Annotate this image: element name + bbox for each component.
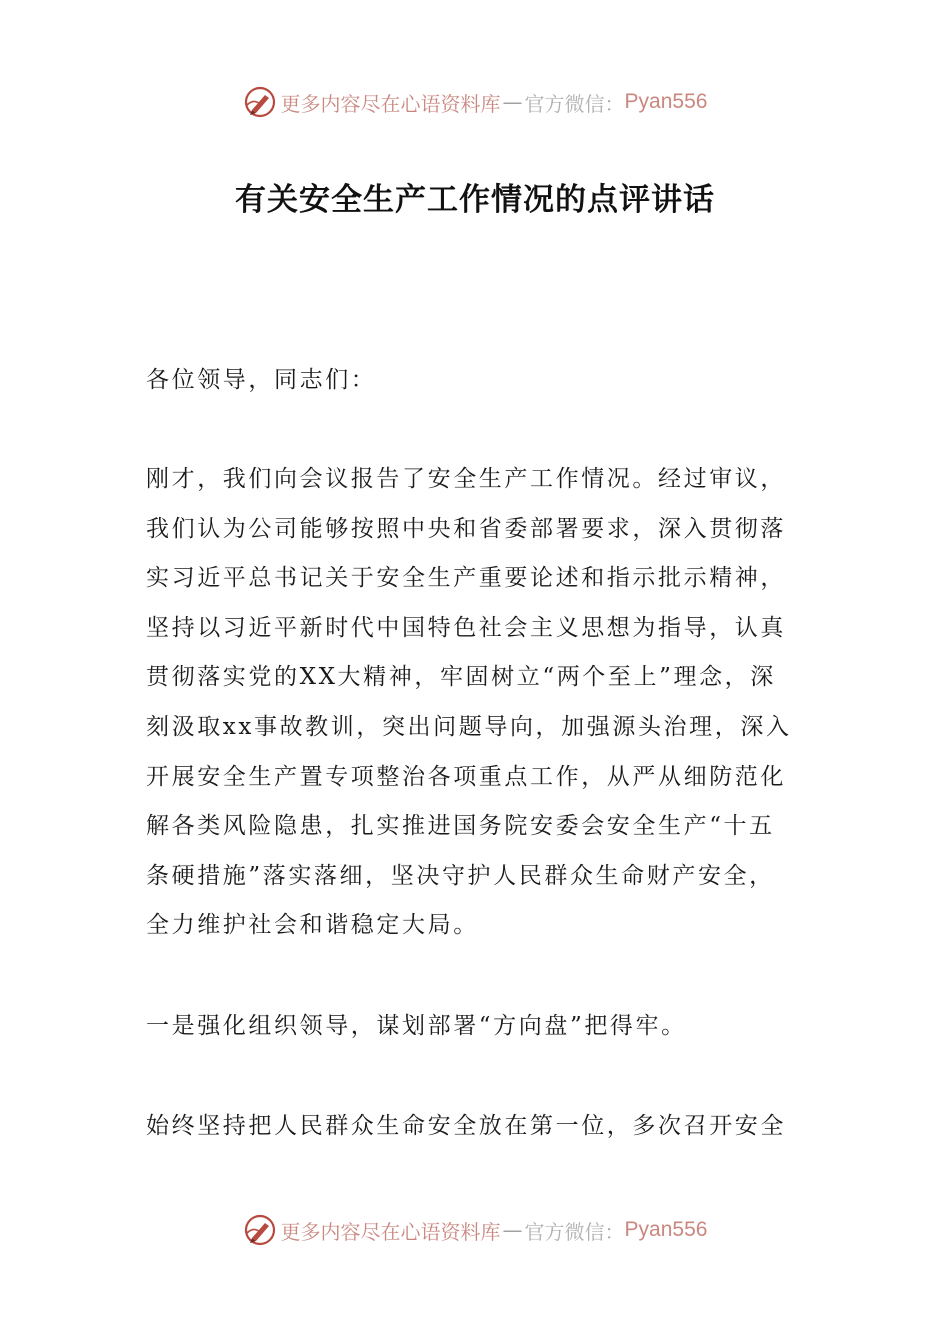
- banner-wechat-id: Pyan556: [624, 90, 708, 113]
- paragraph-line: 条硬措施”落实落细，坚决守护人民群众生命财产安全，: [146, 862, 775, 889]
- document-title: 有关安全生产工作情况的点评讲话: [235, 182, 715, 218]
- paragraph-line: 坚持以习近平新时代中国特色社会主义思想为指导，认真: [146, 614, 786, 641]
- pen-logo-icon: [243, 85, 277, 119]
- footer-watermark-banner: [0, 1210, 950, 1250]
- section-heading-text: 一是强化组织领导，谋划部署“方向盘”把得牢。: [146, 1013, 687, 1039]
- paragraph-line: 开展安全生产置专项整治各项重点工作，从严从细防范化: [146, 763, 786, 790]
- body-paragraph-1: [146, 455, 808, 951]
- paragraph-line: 我们认为公司能够按照中央和省委部署要求，深入贯彻落: [146, 515, 786, 542]
- paragraph-line: 刚才，我们向会议报告了安全生产工作情况。经过审议，: [146, 466, 786, 492]
- banner-text: 更多内容尽在心语资料库: [280, 1219, 501, 1244]
- header-watermark-banner: [0, 82, 950, 122]
- greeting-paragraph: [146, 356, 808, 406]
- banner-wechat-label: 官方微信：: [524, 1219, 625, 1244]
- paragraph-line: 解各类风险隐患，扎实推进国务院安委会安全生产“十五: [146, 813, 775, 840]
- greeting-text: 各位领导，同志们：: [146, 367, 377, 393]
- banner-wechat-label: 官方微信：: [524, 91, 625, 116]
- body-paragraph-2: [146, 1102, 808, 1152]
- paragraph-line: 刻汲取xx事故教训，突出问题导向，加强源头治理，深入: [146, 713, 792, 740]
- paragraph-line: 贯彻落实党的XX大精神，牢固树立“两个至上”理念，深: [146, 664, 776, 691]
- banner-separator: —: [502, 90, 523, 114]
- banner-separator: —: [502, 1218, 523, 1242]
- banner-text: 更多内容尽在心语资料库: [280, 91, 501, 116]
- paragraph-line: 始终坚持把人民群众生命安全放在第一位，多次召开安全: [146, 1113, 786, 1139]
- banner-wechat-id: Pyan556: [624, 1218, 708, 1241]
- section-heading-1: [146, 1002, 808, 1052]
- pen-logo-icon: [243, 1213, 277, 1247]
- paragraph-line: 全力维护社会和谐稳定大局。: [146, 912, 479, 939]
- paragraph-line: 实习近平总书记关于安全生产重要论述和指示批示精神，: [146, 565, 786, 592]
